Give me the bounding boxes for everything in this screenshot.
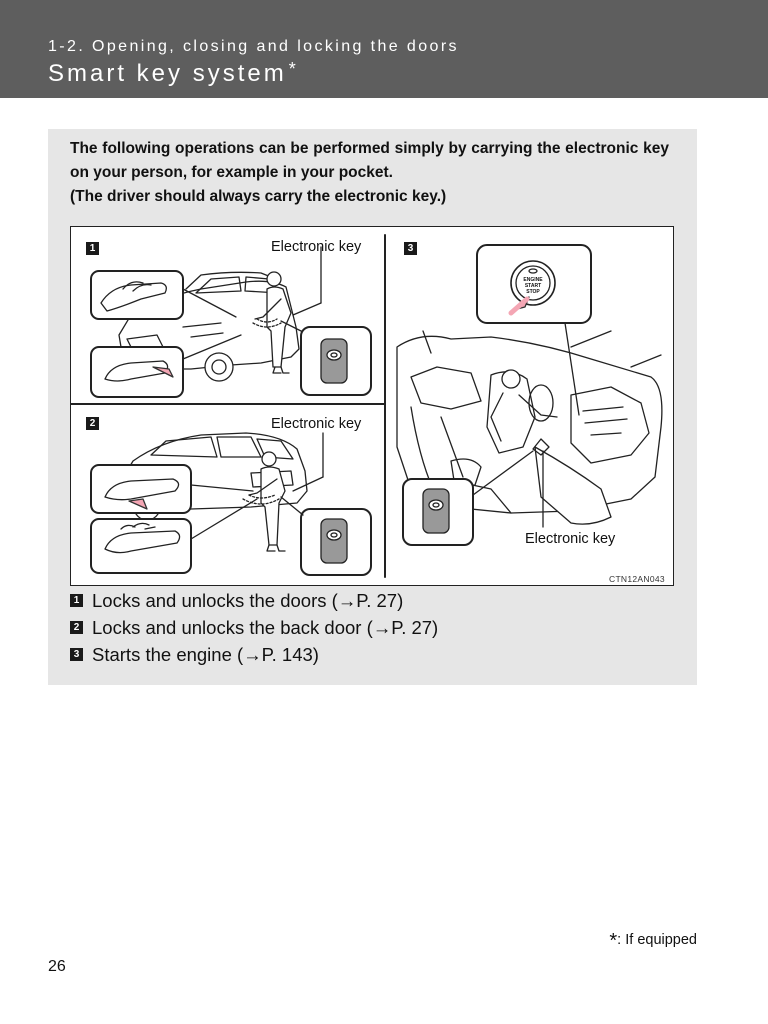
page-title-text: Smart key system xyxy=(48,60,287,87)
electronic-key-label-2: Electronic key xyxy=(271,416,362,432)
electronic-key-label-1: Electronic key xyxy=(271,239,362,255)
intro-text xyxy=(70,137,669,209)
page-number: 26 xyxy=(48,958,66,975)
intro-paragraph: The following operations can be performed simply by carrying the electronic key on your person, for example in your pocket. xyxy=(70,140,669,181)
electronic-key-label-3: Electronic key xyxy=(525,531,616,547)
footnote xyxy=(609,930,697,953)
legend-text: Locks and unlocks the doors (→P. 27) xyxy=(92,590,404,611)
engine-button-line: STOP xyxy=(526,289,540,295)
panel-number-3: 3 xyxy=(404,242,417,255)
legend-item xyxy=(70,641,670,668)
page-title xyxy=(48,60,299,88)
legend-number: 3 xyxy=(70,648,83,661)
legend-number: 1 xyxy=(70,594,83,607)
content-panel xyxy=(48,129,697,685)
legend-text: Starts the engine (→P. 143) xyxy=(92,644,319,665)
engine-button-line: START xyxy=(524,283,542,289)
equipped-mark: * xyxy=(288,59,299,79)
footnote-text: : If equipped xyxy=(617,932,697,948)
figure-code: CTN12AN043 xyxy=(609,574,665,584)
section-path: 1-2. Opening, closing and locking the doors xyxy=(48,38,459,55)
engine-button-text xyxy=(517,277,549,295)
legend-item xyxy=(70,587,670,614)
footnote-mark: * xyxy=(609,930,618,952)
legend-item xyxy=(70,614,670,641)
panel-number-2: 2 xyxy=(86,417,99,430)
intro-note: (The driver should always carry the electronic key.) xyxy=(70,188,447,205)
engine-button-line: ENGINE xyxy=(523,277,543,283)
panel-number-1: 1 xyxy=(86,242,99,255)
legend-text: Locks and unlocks the back door (→P. 27) xyxy=(92,617,439,638)
legend-list xyxy=(70,587,670,668)
page-header xyxy=(0,0,768,98)
illustration-figure xyxy=(70,226,674,586)
legend-number: 2 xyxy=(70,621,83,634)
